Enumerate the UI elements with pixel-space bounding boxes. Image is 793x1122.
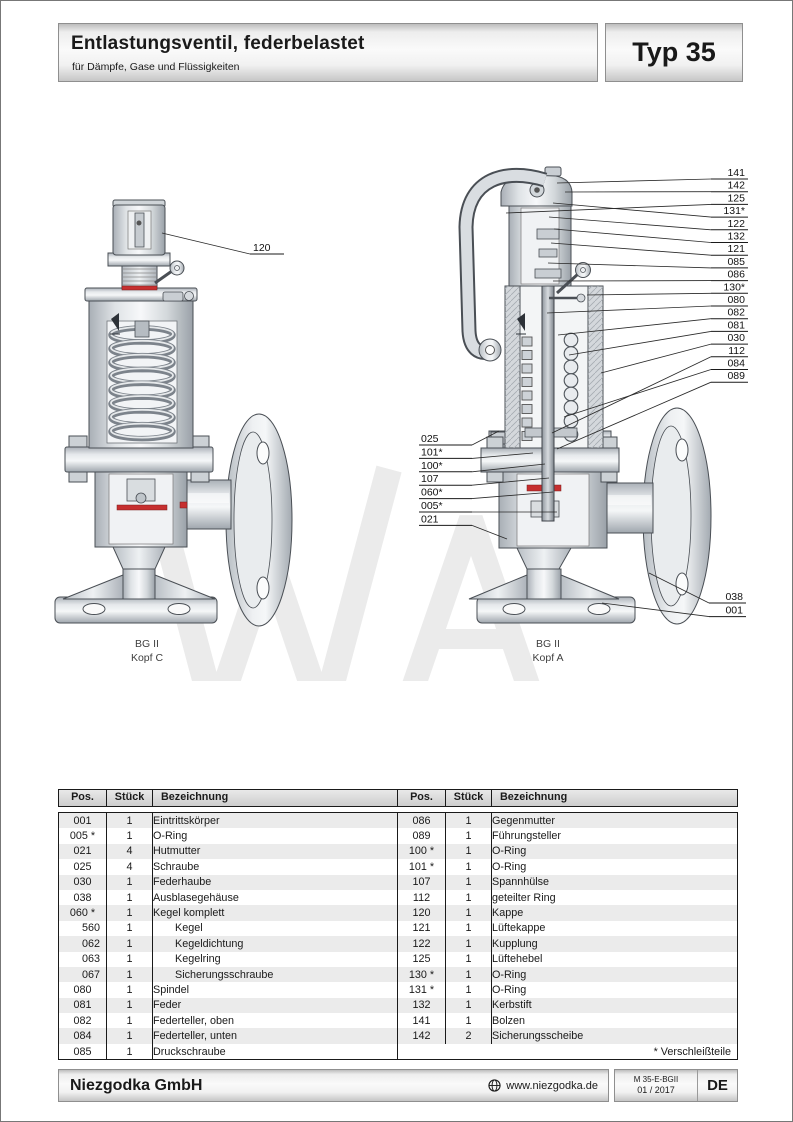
callout-label: 107	[421, 473, 439, 486]
table-row: 112 1 geteilter Ring	[398, 890, 737, 905]
callout-label: 121	[727, 243, 745, 256]
doc-meta	[615, 1070, 698, 1101]
spring	[111, 327, 173, 439]
spring-coil-section	[522, 378, 532, 387]
table-row: 025 4 Schraube	[59, 859, 398, 874]
callout-leader-line	[557, 179, 711, 183]
callout-label: 122	[727, 217, 745, 230]
table-row: 063 1 Kegelring	[59, 952, 398, 967]
technical-drawing	[1, 141, 793, 681]
website-text: www.niezgodka.de	[506, 1079, 598, 1092]
caption-right-line2: Kopf A	[532, 652, 564, 664]
table-row: 107 1 Spannhülse	[398, 875, 737, 890]
table-row: 005 * 1 O-Ring	[59, 828, 398, 843]
callout-label: 001	[725, 604, 743, 617]
parts-table	[58, 789, 738, 1060]
callout-label: 089	[727, 370, 745, 383]
valve-drawing-right	[466, 167, 711, 624]
callout-leader-line	[162, 233, 250, 254]
globe-icon	[488, 1079, 501, 1092]
table-row: 101 * 1 O-Ring	[398, 859, 737, 874]
caption-left-line1: BG II	[135, 638, 159, 650]
callout-label: 086	[727, 268, 745, 281]
callout-label: 142	[727, 179, 745, 192]
col-header-name: Bezeichnung	[161, 791, 229, 803]
spring-coil-section	[522, 364, 532, 373]
inlet-flange	[55, 597, 217, 623]
table-row: 085 1 Druckschraube	[59, 1044, 398, 1059]
spring-coil-section	[564, 387, 578, 401]
table-row: 082 1 Federteller, oben	[59, 1013, 398, 1028]
spring-coil-section	[522, 418, 532, 427]
table-row: 081 1 Feder	[59, 998, 398, 1013]
callout-label: 005*	[421, 500, 443, 512]
callout-label: 060*	[421, 486, 443, 499]
footer-doc-box	[614, 1069, 738, 1102]
callout-leader-line	[601, 344, 711, 373]
table-row: 142 2 Sicherungsscheibe	[398, 1028, 737, 1043]
table-row: 131 * 1 O-Ring	[398, 982, 737, 997]
callout-label: 030	[727, 332, 745, 345]
callout-label: 082	[727, 306, 745, 319]
callout-label: 080	[727, 294, 745, 306]
callout-leader-line	[549, 217, 711, 230]
col-header-qty: Stück	[107, 790, 153, 806]
page-subtitle: für Dämpfe, Gase und Flüssigkeiten	[72, 61, 240, 73]
callout-label: 025	[421, 433, 439, 445]
language-label: DE	[707, 1077, 728, 1094]
doc-date: 01 / 2017	[637, 1085, 675, 1095]
title-box	[58, 23, 598, 82]
spring-coil-section	[564, 374, 578, 388]
table-row: 021 4 Hutmutter	[59, 844, 398, 859]
col-header-pos: Pos.	[59, 790, 107, 806]
spring-coil-section	[564, 401, 578, 415]
spring-coil-section	[522, 391, 532, 400]
callout-label: 101*	[421, 446, 443, 459]
caption-left-line2: Kopf C	[130, 652, 164, 664]
footer-company-box	[58, 1069, 609, 1102]
table-row: 141 1 Bolzen	[398, 1013, 737, 1028]
table-body	[58, 812, 738, 1060]
callout-label: 132	[727, 230, 745, 243]
spring-coil-section	[522, 405, 532, 414]
bonnet-flange	[65, 447, 213, 472]
table-row: 001 1 Eintrittskörper	[59, 813, 398, 828]
table-row: 122 1 Kupplung	[398, 936, 737, 951]
table-row: 120 1 Kappe	[398, 905, 737, 920]
table-row: 080 1 Spindel	[59, 982, 398, 997]
callout-label: 112	[728, 344, 745, 357]
type-label-box	[605, 23, 743, 82]
callout-label: 021	[421, 513, 439, 526]
callout-label: 081	[727, 319, 745, 332]
outlet-pipe	[185, 480, 231, 529]
col-header-name: Bezeichnung	[500, 791, 568, 803]
pressure-screw	[122, 266, 157, 289]
inlet-flange	[477, 597, 635, 623]
callout-label: 130*	[723, 281, 745, 294]
table-row: 125 1 Lüftehebel	[398, 952, 737, 967]
callout-label: 084	[727, 357, 745, 370]
callout-leader-line	[551, 243, 711, 255]
spring-coil-section	[522, 351, 532, 360]
table-row: 560 1 Kegel	[59, 921, 398, 936]
table-row: 086 1 Gegenmutter	[398, 813, 737, 828]
table-row: 062 1 Kegeldichtung	[59, 936, 398, 951]
table-row: 030 1 Federhaube	[59, 875, 398, 890]
type-label: Typ 35	[632, 37, 716, 67]
callout-leader-line	[548, 263, 711, 268]
wear-parts-footnote: * Verschleißteile	[398, 1044, 737, 1059]
page-title: Entlastungsventil, federbelastet	[71, 33, 365, 54]
callout-label: 085	[727, 255, 745, 268]
table-row: 121 1 Lüftekappe	[398, 921, 737, 936]
col-header-pos: Pos.	[398, 790, 446, 806]
col-header-qty: Stück	[446, 790, 492, 806]
footnote-row	[398, 1044, 737, 1059]
callout-label: 141	[727, 167, 745, 179]
table-row: 132 1 Kerbstift	[398, 998, 737, 1013]
caption-right-line1: BG II	[536, 638, 560, 650]
outlet-pipe	[605, 483, 653, 533]
table-row: 130 * 1 O-Ring	[398, 967, 737, 982]
table-row: 060 * 1 Kegel komplett	[59, 905, 398, 920]
table-row: 084 1 Federteller, unten	[59, 1028, 398, 1043]
spring-coil-section	[522, 337, 532, 346]
table-header	[58, 789, 738, 807]
callout-label: 038	[725, 591, 743, 603]
callout-label: 120	[253, 242, 271, 254]
callout-label: 125	[727, 192, 745, 205]
spring-coil-section	[564, 360, 578, 374]
callout-leader-line	[587, 293, 711, 295]
table-row: 067 1 Sicherungsschraube	[59, 967, 398, 982]
callout-leader-line	[554, 229, 711, 243]
doc-code: M 35-E-BGII	[633, 1075, 679, 1084]
table-row: 100 * 1 O-Ring	[398, 844, 737, 859]
company-name: Niezgodka GmbH	[70, 1076, 203, 1094]
table-row: 089 1 Führungsteller	[398, 828, 737, 843]
seat-seal	[117, 505, 167, 510]
table-row: 038 1 Ausblasegehäuse	[59, 890, 398, 905]
callout-label: 131*	[723, 205, 745, 218]
callout-label: 100*	[421, 459, 443, 472]
spring-coil-section	[564, 333, 578, 347]
